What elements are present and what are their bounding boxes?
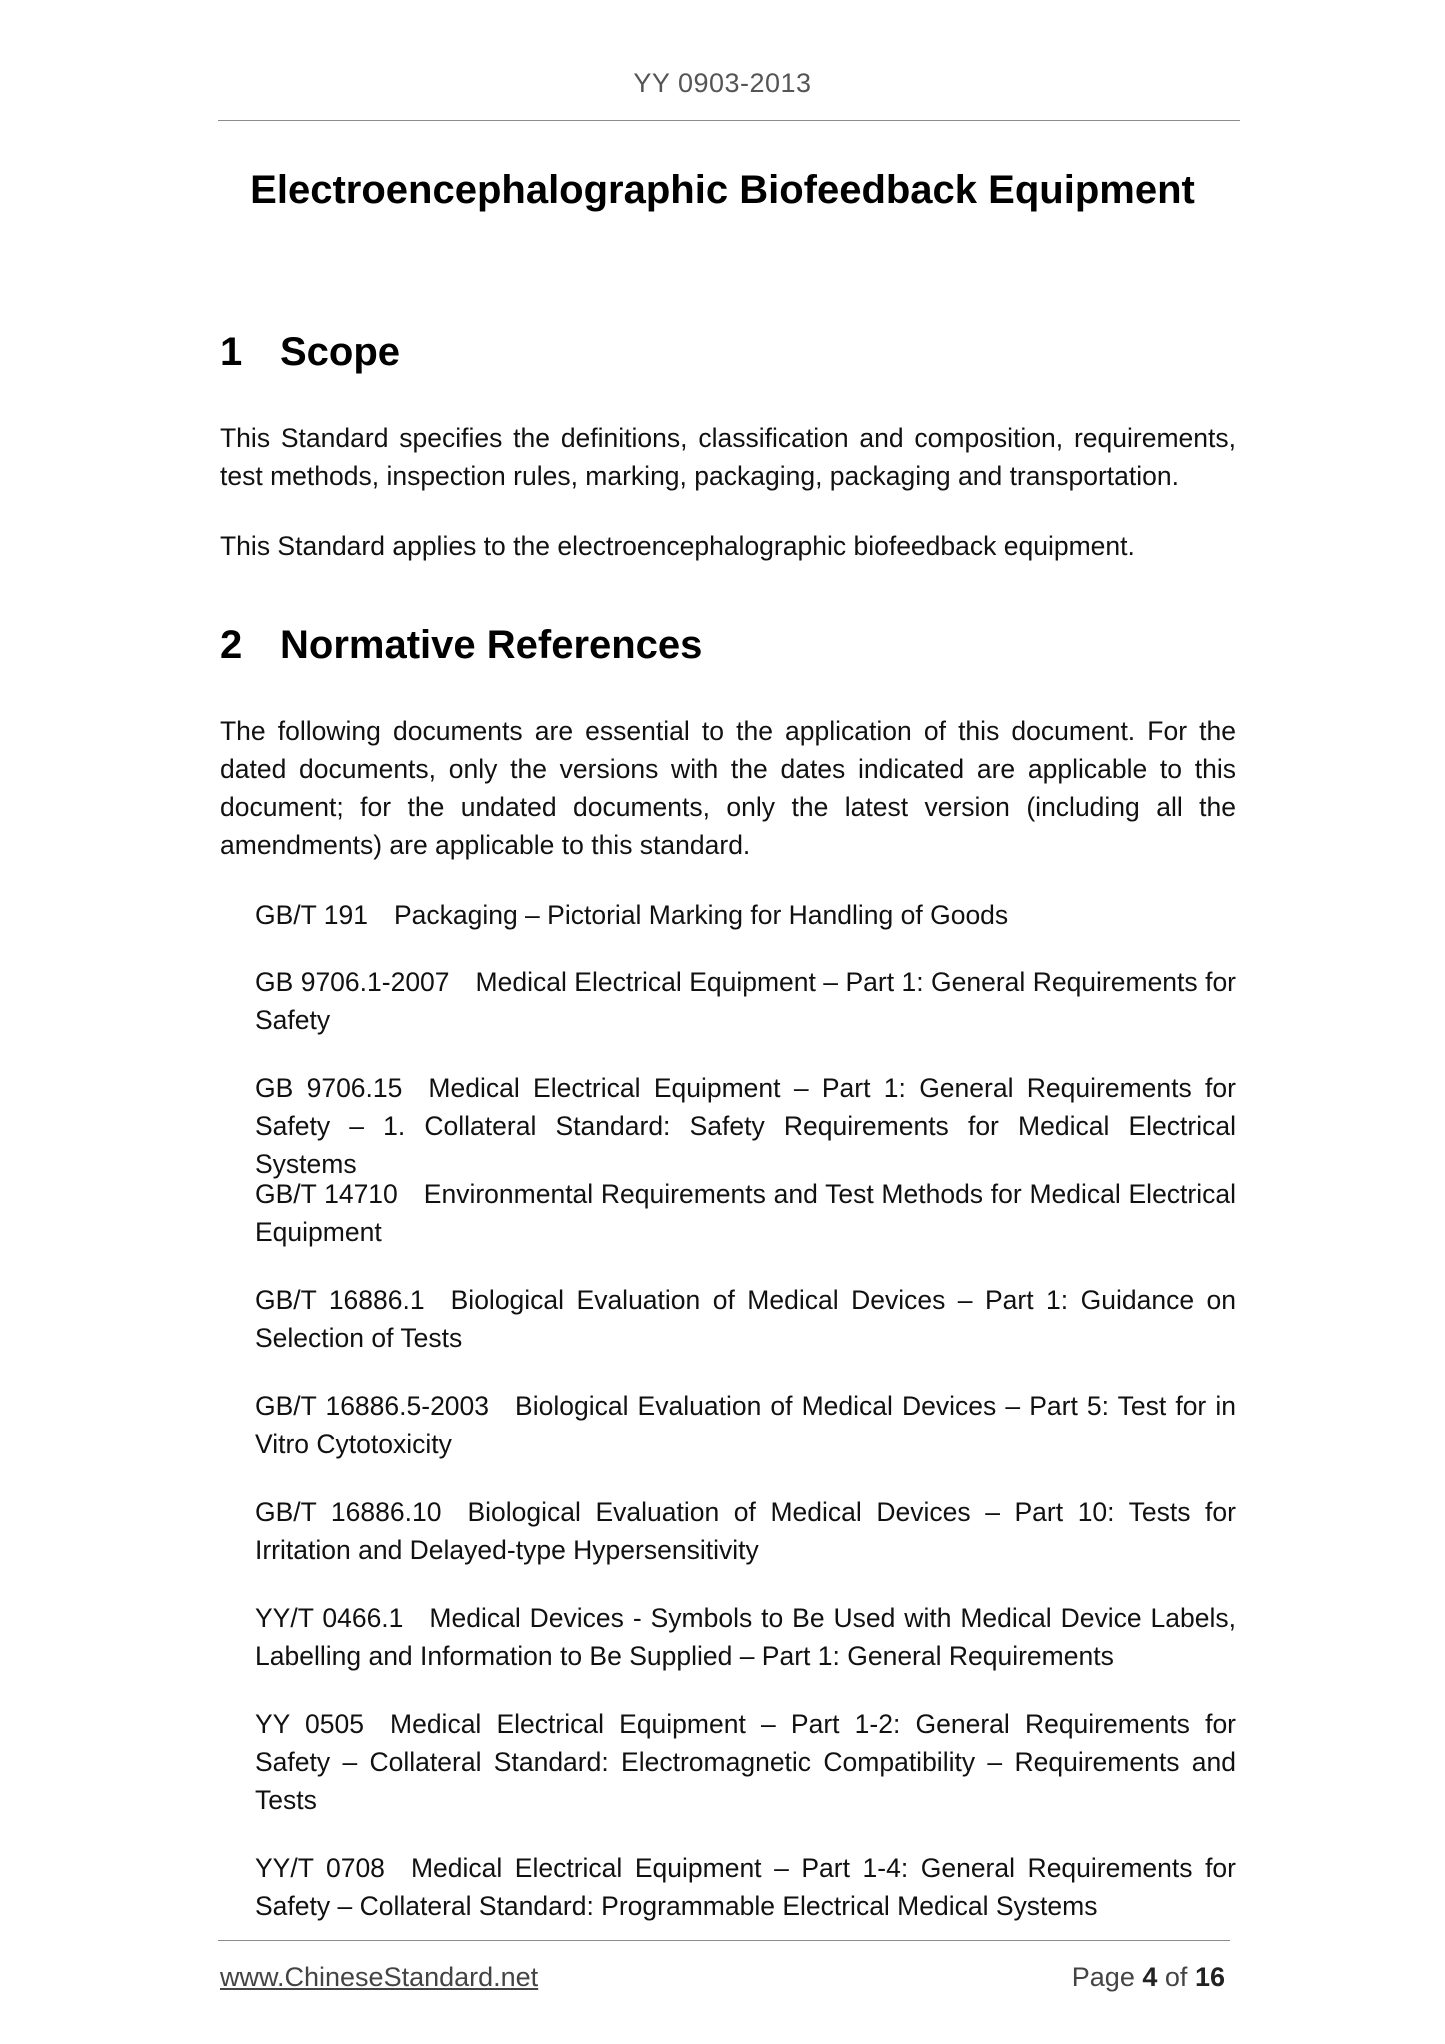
section-title: Scope	[280, 330, 401, 374]
page-of-label: of	[1164, 1962, 1188, 1992]
page-total: 16	[1194, 1962, 1225, 1992]
reference-code: GB 9706.15	[255, 1073, 403, 1103]
page-number	[1072, 1962, 1225, 1993]
reference-item	[255, 1493, 1236, 1569]
references-intro-paragraph: The following documents are essential to the application of this document. For the dated documents, only the versions with the dates indicated are applicable to this document; for the undated documents, only the latest version (including all the amendments) are applicable to this standard.	[220, 716, 1236, 860]
reference-item	[255, 1069, 1236, 1183]
page-current: 4	[1142, 1962, 1158, 1992]
header-divider	[218, 120, 1240, 121]
section-heading-scope	[220, 330, 400, 375]
scope-paragraph-2: This Standard applies to the electroencephalographic biofeedback equipment.	[220, 531, 1135, 561]
page-label: Page	[1071, 1962, 1135, 1992]
reference-item	[255, 1849, 1236, 1925]
reference-code: GB/T 16886.1	[255, 1285, 425, 1315]
reference-title: Medical Electrical Equipment – Part 1-2: General Requirements for Safety – Collateral Standard: Electromagnetic Compatibility – Requirements and Tests	[255, 1709, 1237, 1815]
document-title: Electroencephalographic Biofeedback Equipment	[250, 168, 1195, 212]
reference-title: Medical Electrical Equipment – Part 1: General Requirements for Safety	[255, 967, 1237, 1035]
reference-title: Environmental Requirements and Test Methods for Medical Electrical Equipment	[255, 1179, 1237, 1247]
reference-title: Medical Devices - Symbols to Be Used with Medical Device Labels, Labelling and Information to Be Supplied – Part 1: General Requirements	[255, 1603, 1236, 1671]
reference-title: Biological Evaluation of Medical Devices – Part 1: Guidance on Selection of Tests	[255, 1285, 1237, 1353]
reference-code: GB/T 16886.5-2003	[255, 1391, 490, 1421]
reference-code: YY/T 0708	[255, 1853, 385, 1883]
reference-title: Biological Evaluation of Medical Devices – Part 5: Test for in Vitro Cytotoxicity	[255, 1391, 1236, 1459]
document-code-header: YY 0903-2013	[633, 68, 812, 98]
reference-item	[255, 896, 1236, 934]
reference-item	[255, 1175, 1236, 1251]
reference-title: Medical Electrical Equipment – Part 1: General Requirements for Safety – 1. Collateral Standard: Safety Requirements for Medical Electrical Systems	[255, 1073, 1236, 1179]
section-heading-normative-references	[220, 623, 702, 668]
scope-paragraph-1: This Standard specifies the definitions, classification and composition, requirements, test methods, inspection rules, marking, packaging, packaging and transportation.	[220, 423, 1236, 491]
reference-item	[255, 1705, 1236, 1819]
footer-divider	[218, 1940, 1230, 1941]
website-link[interactable]: www.ChineseStandard.net	[220, 1962, 539, 1992]
section-number: 2	[220, 623, 243, 667]
reference-title: Biological Evaluation of Medical Devices – Part 10: Tests for Irritation and Delayed-type Hypersensitivity	[255, 1497, 1236, 1565]
reference-title: Medical Electrical Equipment – Part 1-4: General Requirements for Safety – Collateral Standard: Programmable Electrical Medical Systems	[255, 1853, 1236, 1921]
reference-item	[255, 1599, 1236, 1675]
reference-code: GB/T 191	[255, 900, 368, 930]
reference-code: YY/T 0466.1	[255, 1603, 404, 1633]
reference-code: GB/T 16886.10	[255, 1497, 442, 1527]
reference-title: Packaging – Pictorial Marking for Handling of Goods	[393, 900, 1009, 930]
section-number: 1	[220, 330, 243, 374]
reference-code: YY 0505	[255, 1709, 364, 1739]
reference-item	[255, 1281, 1236, 1357]
reference-item	[255, 1387, 1236, 1463]
reference-code: GB/T 14710	[255, 1179, 398, 1209]
reference-item	[255, 963, 1236, 1039]
reference-code: GB 9706.1-2007	[255, 967, 450, 997]
section-title: Normative References	[280, 623, 703, 667]
